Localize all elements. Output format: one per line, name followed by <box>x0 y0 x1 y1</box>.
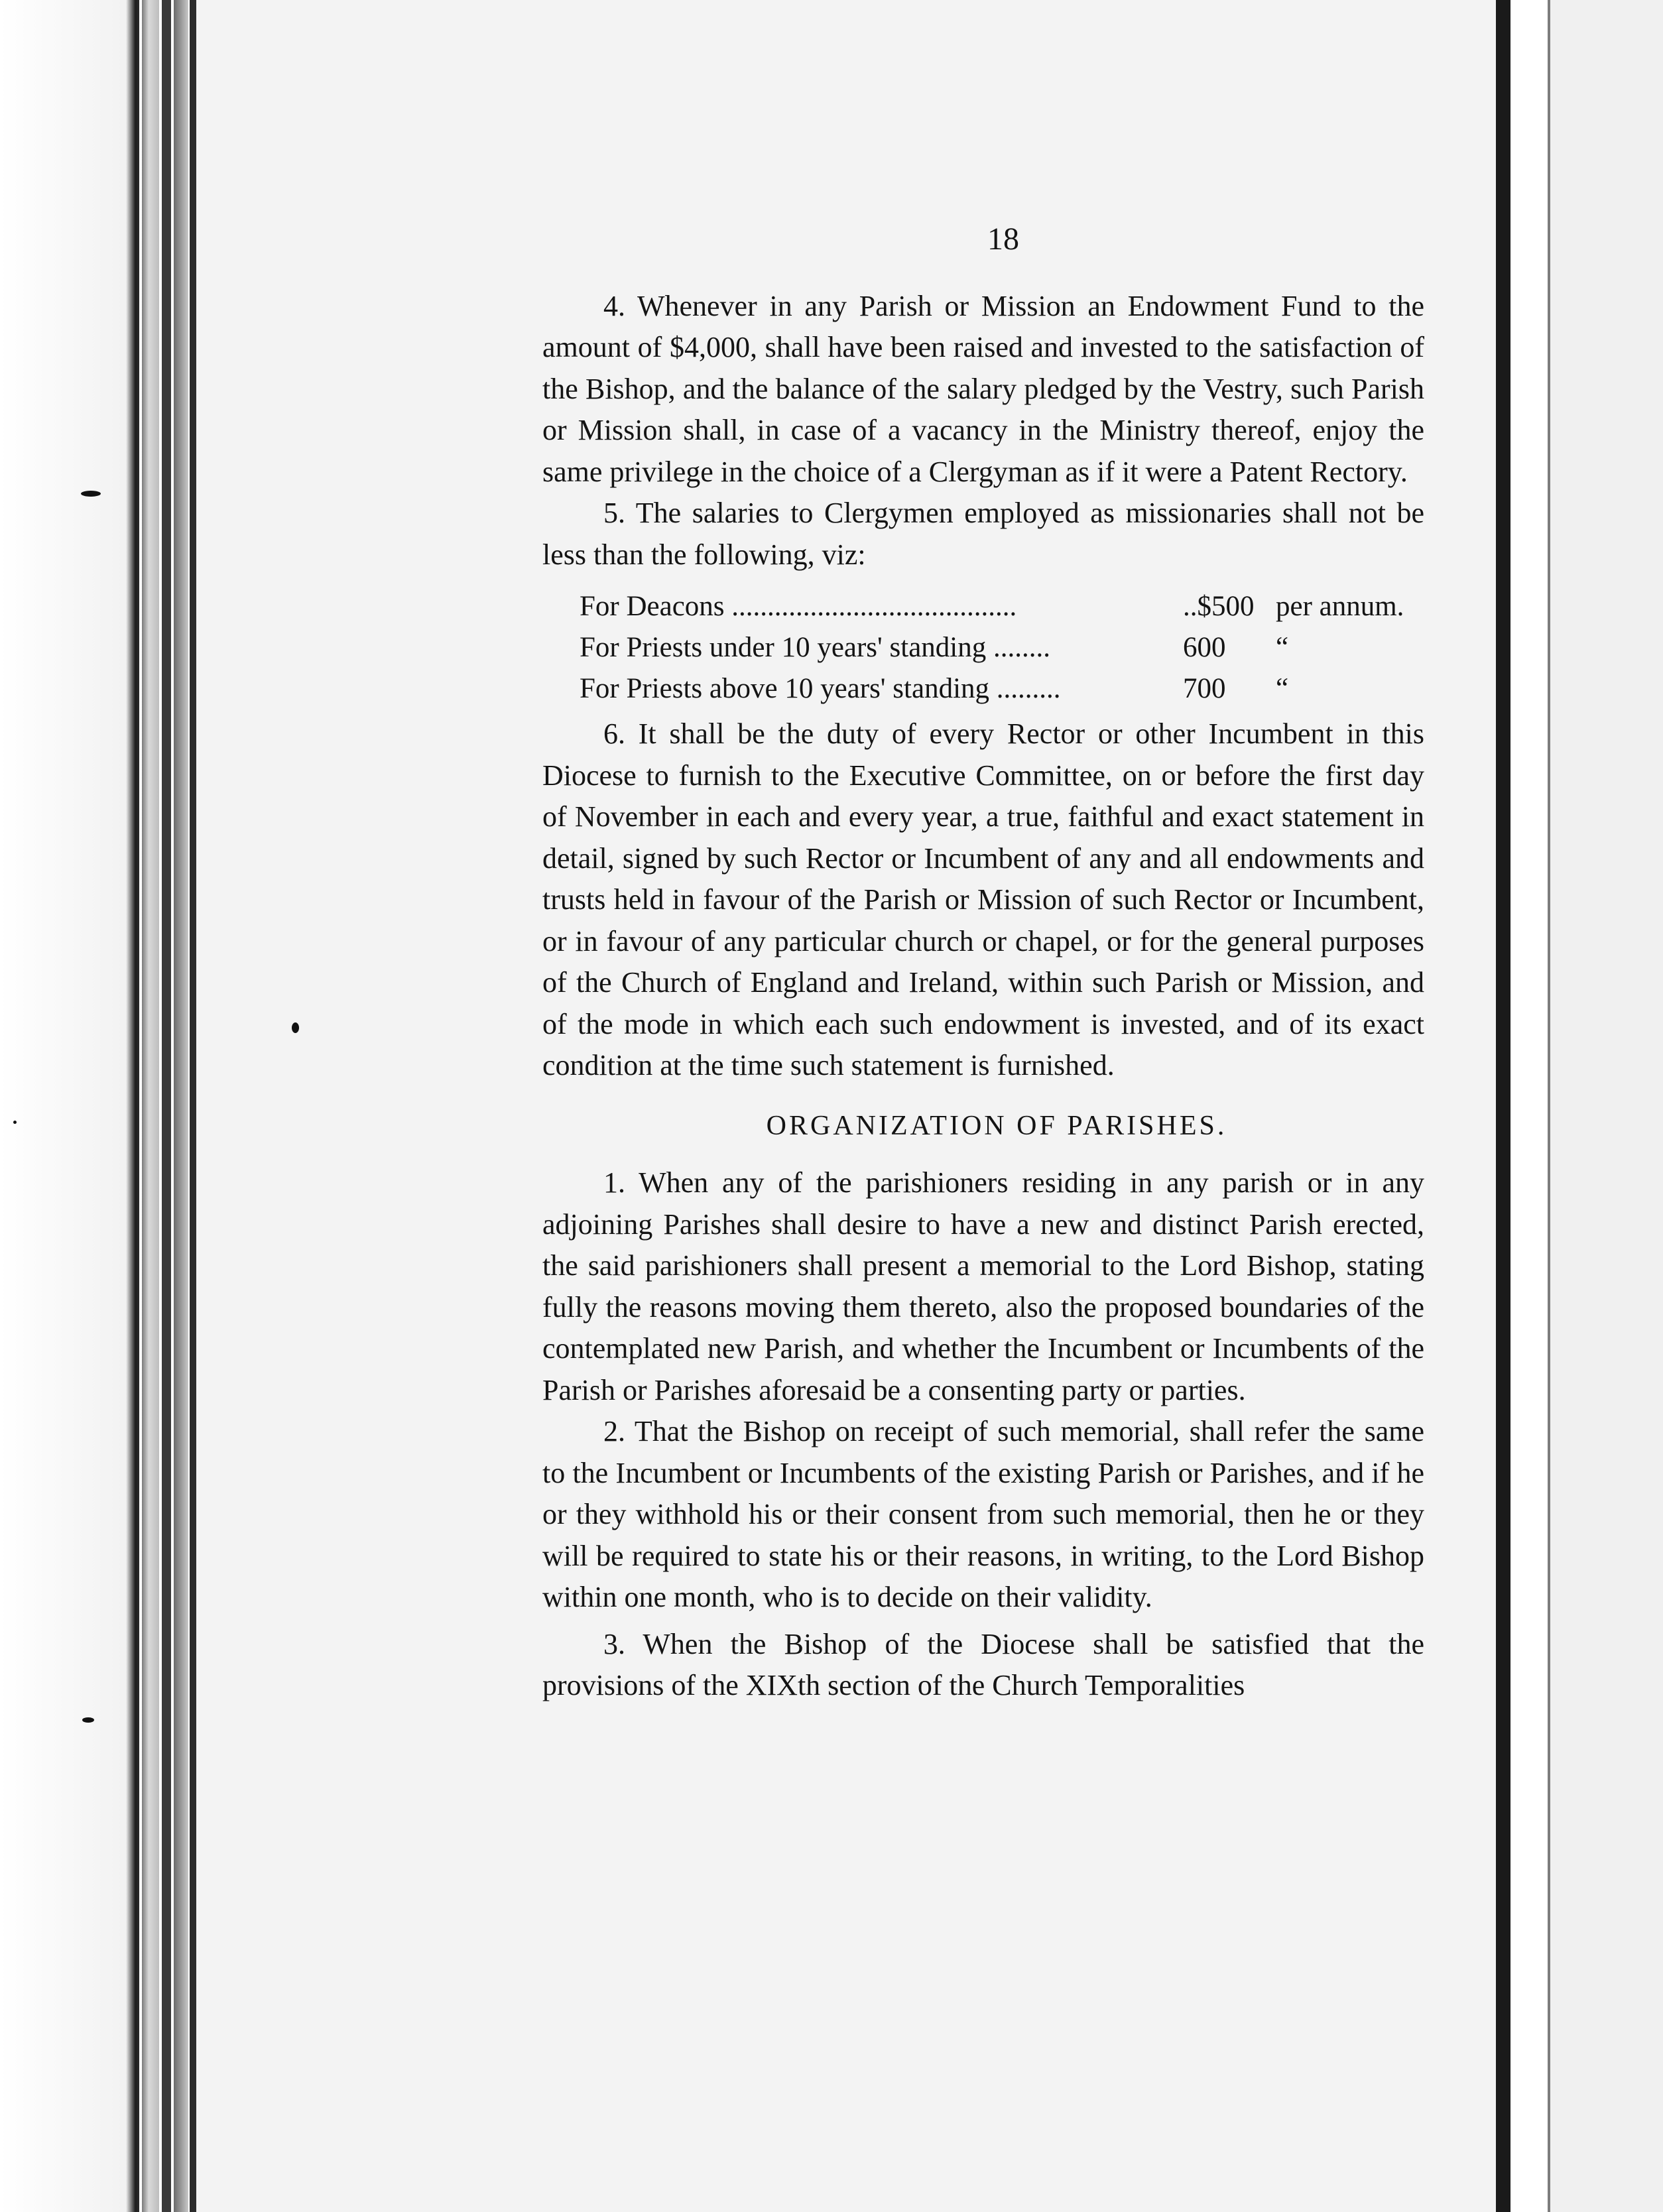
salary-amount: 600 <box>1183 632 1226 663</box>
salary-amount: ..$500 <box>1183 591 1255 622</box>
paragraph-6: 6. It shall be the duty of every Rector or other Incumbent in this Diocese to furnish to the Executive Committee, on or before the first day of November in each and every year, a true, faithful and exact statement in detail, signed by such Rector or Incumbent of any and all endowments and trusts held in favour of the Parish or Mission of such Rector or Incumbent, or in favour of any particular church or chapel, or for the general purposes of the Church of England and Ireland, within such Parish or Mission, and of the mode in which each such endowment is invested, and of its exact condition at the time such statement is furnished. <box>542 717 1424 1081</box>
left-margin <box>0 0 139 2212</box>
scan-speck <box>292 1022 299 1033</box>
salary-amount: 700 <box>1183 673 1226 704</box>
section-heading: ORGANIZATION OF PARISHES. <box>766 1110 1227 1141</box>
salary-table <box>580 586 1424 709</box>
section-paragraph-3: 3. When the Bishop of the Diocese shall be satisfied that the provisions of the XIXth section of the Church Temporalities <box>542 1627 1424 1701</box>
salary-row <box>580 627 1424 668</box>
paragraph-5: 5. The salaries to Clergymen employed as missionaries shall not be less than the following, viz: <box>542 497 1424 571</box>
scan-speck <box>81 491 101 497</box>
book-edge-strip <box>190 0 196 2212</box>
salary-label: For Priests above 10 years' standing ......... <box>580 673 1061 704</box>
section-paragraph-1: 1. When any of the parishioners residing in any parish or in any adjoining Parishes shall desire to have a new and distinct Parish erected, the said parishioners shall present a memorial to the Lord Bishop, stating fully the reasons moving them thereto, also the proposed boundaries of the contemplated new Parish, and whether the Incumbent or Incumbents of the Parish or Parishes aforesaid be a consenting party or parties. <box>542 1166 1424 1406</box>
salary-row <box>580 668 1424 709</box>
scan-speck <box>82 1717 94 1723</box>
page-gap <box>1510 0 1548 2212</box>
section-paragraph-2: 2. That the Bishop on receipt of such memorial, shall refer the same to the Incumbent or Incumbents of the existing Parish or Parishes, and if he or they withhold his or their consent from such memorial, then he or they will be required to state his or their reasons, in writing, to the Lord Bishop within one month, who is to decide on their validity. <box>542 1415 1424 1613</box>
right-page-border <box>1496 0 1510 2212</box>
book-edge-strip <box>142 0 159 2212</box>
page-number: 18 <box>987 221 1019 257</box>
salary-row <box>580 586 1424 627</box>
page-body <box>542 219 1424 1707</box>
scan-speck <box>13 1121 17 1124</box>
book-edge-strip <box>174 0 188 2212</box>
paragraph-4: 4. Whenever in any Parish or Mission an Endowment Fund to the amount of $4,000, shall have been raised and invested to the satisfaction of the Bishop, and the balance of the salary pledged by the Vestry, such Parish or Mission shall, in case of a vacancy in the Ministry thereof, enjoy the same privilege in the choice of a Clergyman as if it were a Patent Rectory. <box>542 289 1424 488</box>
salary-period: “ <box>1276 673 1289 704</box>
salary-label: For Priests under 10 years' standing ........ <box>580 632 1051 663</box>
book-edge-strip <box>162 0 171 2212</box>
salary-label: For Deacons ........................................ <box>580 591 1017 622</box>
facing-page-edge <box>1548 0 1663 2212</box>
salary-period: “ <box>1276 632 1289 663</box>
salary-period: per annum. <box>1276 591 1404 622</box>
